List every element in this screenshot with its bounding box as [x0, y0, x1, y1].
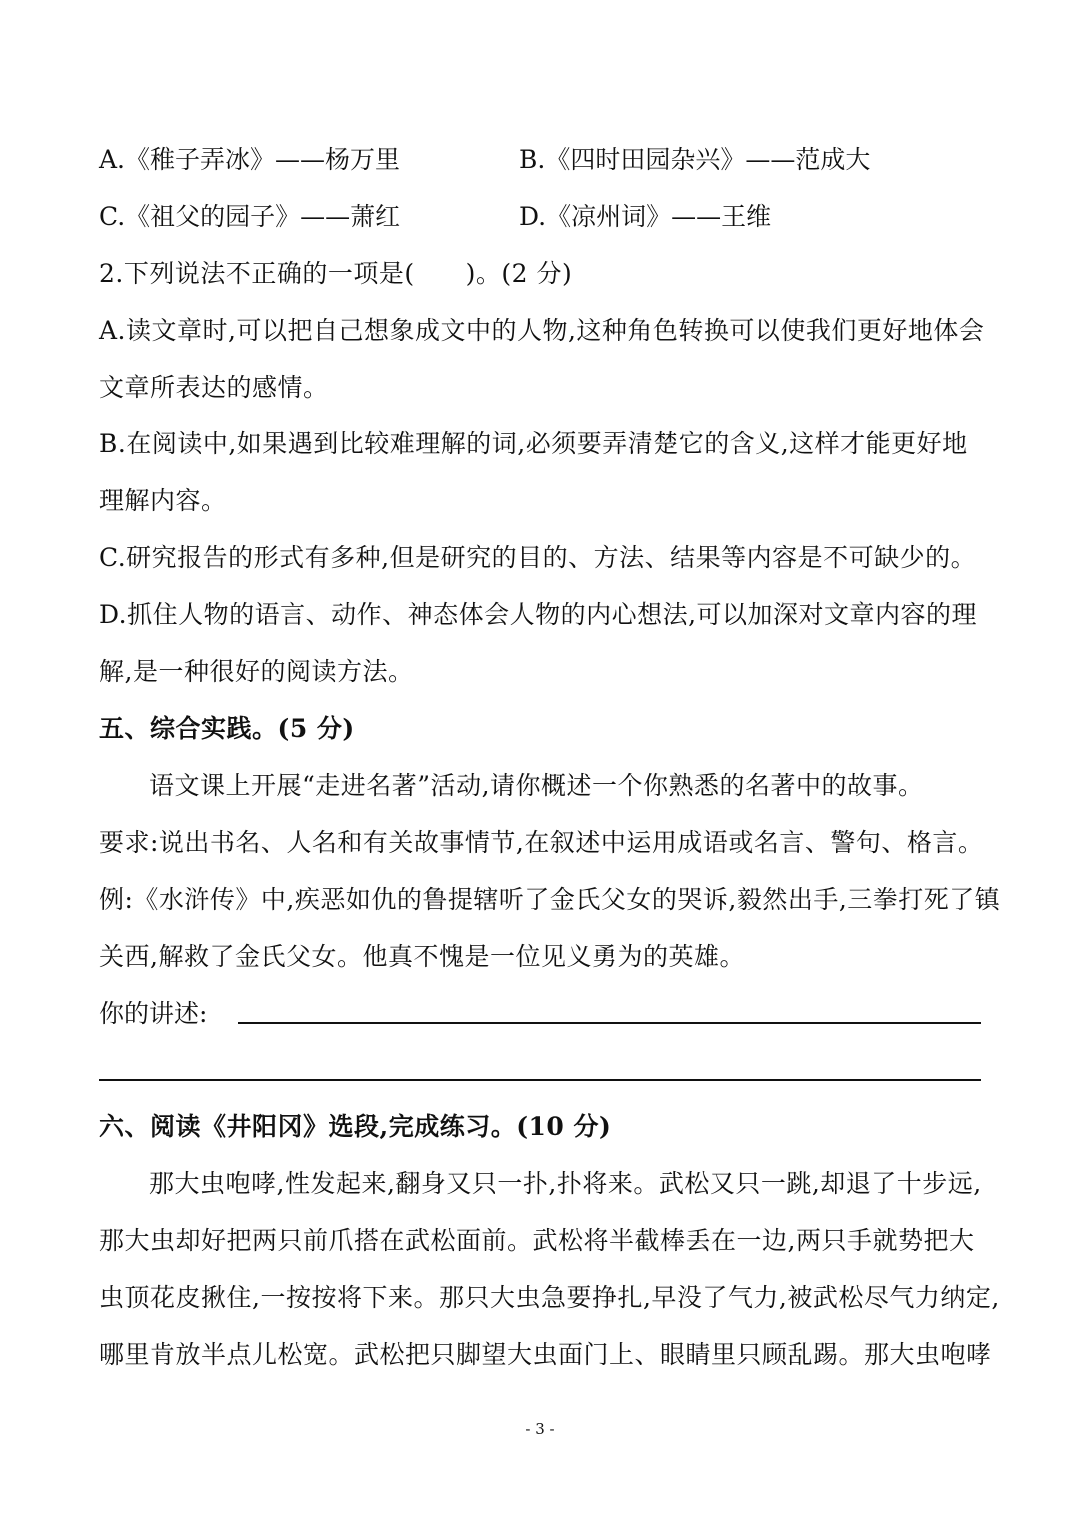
q1-option-d: D.《凉州词》——王维	[519, 202, 772, 231]
answer-line-2[interactable]	[99, 1079, 981, 1081]
answer-line-1[interactable]	[238, 1022, 981, 1024]
q2-option-d-line2: 解,是一种很好的阅读方法。	[99, 657, 414, 686]
q2-option-c: C.研究报告的形式有多种,但是研究的目的、方法、结果等内容是不可缺少的。	[99, 543, 977, 572]
section6-heading: 六、阅读《井阳冈》选段,完成练习。(10 分)	[99, 1112, 612, 1141]
q1-option-a: A.《稚子弄冰》——杨万里	[99, 145, 401, 174]
q1-option-b: B.《四时田园杂兴》——范成大	[519, 145, 871, 174]
q2-stem: 2.下列说法不正确的一项是( )。(2 分)	[99, 259, 573, 288]
section5-requirement: 要求:说出书名、人名和有关故事情节,在叙述中运用成语或名言、警句、格言。	[99, 828, 984, 857]
q2-option-d-line1: D.抓住人物的语言、动作、神态体会人物的内心想法,可以加深对文章内容的理	[99, 600, 978, 629]
section5-heading: 五、综合实践。(5 分)	[99, 714, 355, 743]
section6-passage-line2: 那大虫却好把两只前爪搭在武松面前。武松将半截棒丢在一边,两只手就势把大	[99, 1226, 975, 1255]
q1-option-c: C.《祖父的园子》——萧红	[99, 202, 401, 231]
section5-example-line2: 关西,解救了金氏父女。他真不愧是一位见义勇为的英雄。	[99, 942, 745, 971]
section6-passage-line1: 那大虫咆哮,性发起来,翻身又只一扑,扑将来。武松又只一跳,却退了十步远,	[149, 1169, 982, 1198]
page-number: - 3 -	[525, 1420, 555, 1438]
section6-passage-line3: 虫顶花皮揪住,一按按将下来。那只大虫急要挣扎,早没了气力,被武松尽气力纳定,	[99, 1283, 1000, 1312]
q2-option-a-line2: 文章所表达的感情。	[99, 373, 329, 402]
q2-option-b-line2: 理解内容。	[99, 486, 227, 515]
answer-label: 你的讲述:	[99, 999, 208, 1028]
q2-option-a-line1: A.读文章时,可以把自己想象成文中的人物,这种角色转换可以使我们更好地体会	[99, 316, 985, 345]
q2-option-b-line1: B.在阅读中,如果遇到比较难理解的词,必须要弄清楚它的含义,这样才能更好地	[99, 429, 968, 458]
section6-passage-line4: 哪里肯放半点儿松宽。武松把只脚望大虫面门上、眼睛里只顾乱踢。那大虫咆哮	[99, 1340, 992, 1369]
section5-example-line1: 例:《水浒传》中,疾恶如仇的鲁提辖听了金氏父女的哭诉,毅然出手,三拳打死了镇	[99, 885, 1001, 914]
section5-paragraph-1: 语文课上开展“走进名著”活动,请你概述一个你熟悉的名著中的故事。	[149, 771, 924, 800]
